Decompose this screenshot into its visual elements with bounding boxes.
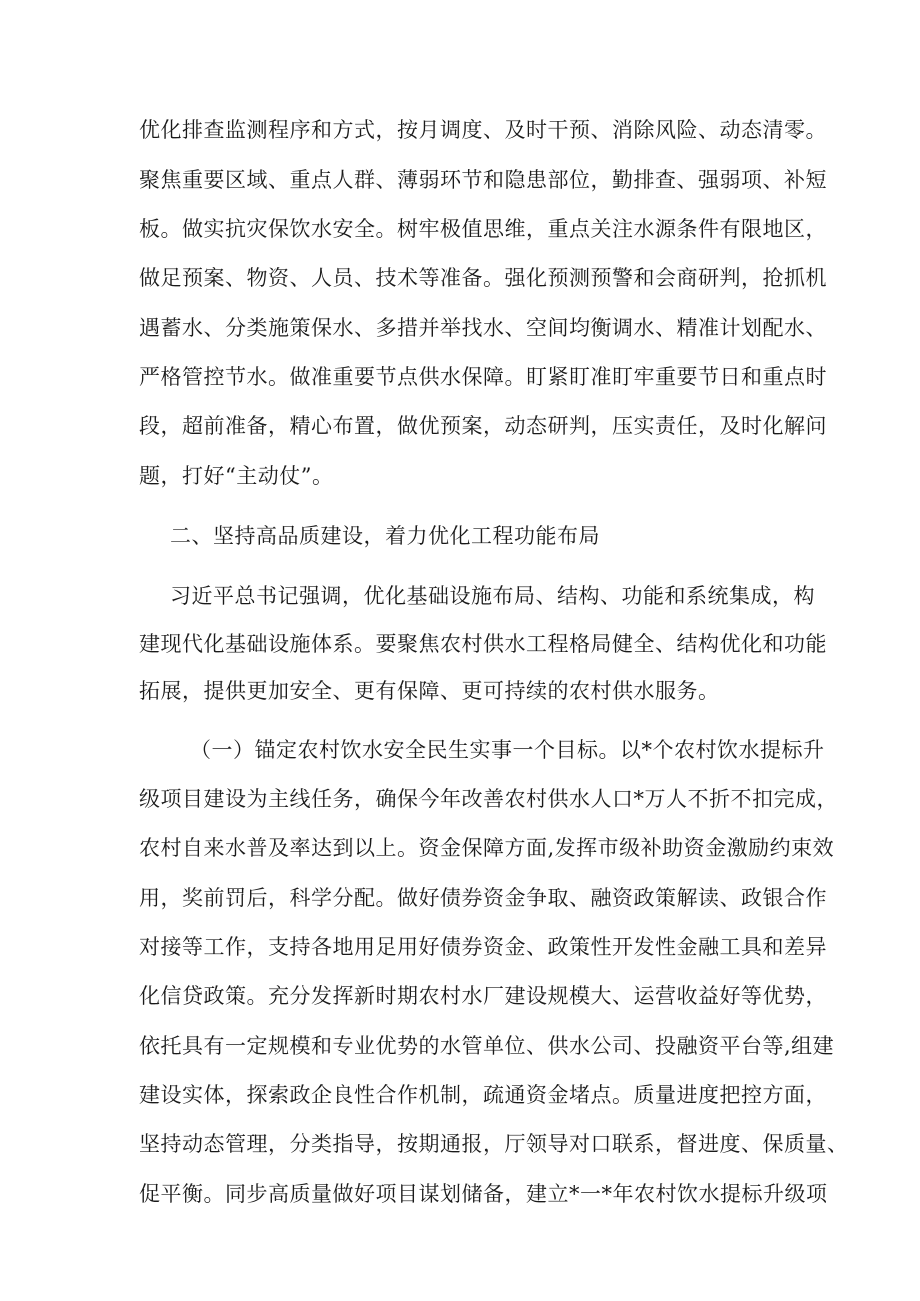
paragraph-line: 严格管控节水。做准重要节点供水保障。盯紧盯准盯牢重要节日和重点时 bbox=[139, 365, 827, 389]
paragraph-line: 化信贷政策。充分发挥新时期农村水厂建设规模大、运营收益好等优势， bbox=[139, 984, 827, 1008]
paragraph-line: 促平衡。同步高质量做好项目谋划储备，建立*一*年农村饮水提标升级项 bbox=[139, 1182, 828, 1206]
paragraph-line: 遇蓄水、分类施策保水、多措并举找水、空间均衡调水、精准计划配水、 bbox=[139, 316, 827, 340]
paragraph-line: 习近平总书记强调，优化基础设施布局、结构、功能和系统集成，构 bbox=[170, 584, 815, 608]
paragraph-line: （一）锚定农村饮水安全民生实事一个目标。以*个农村饮水提标升 bbox=[190, 738, 825, 762]
paragraph-line: 农村自来水普及率达到以上。资金保障方面,发挥市级补助资金激励约束效 bbox=[139, 836, 835, 860]
paragraph-line: 依托具有一定规模和专业优势的水管单位、供水公司、投融资平台等,组建 bbox=[139, 1034, 835, 1058]
paragraph-line: 用，奖前罚后，科学分配。做好债券资金争取、融资政策解读、政银合作 bbox=[139, 886, 827, 910]
paragraph-line: 段，超前准备，精心布置，做优预案，动态研判，压实责任，及时化解问 bbox=[139, 414, 827, 438]
paragraph-line: 板。做实抗灾保饮水安全。树牢极值思维，重点关注水源条件有限地区， bbox=[139, 217, 827, 241]
paragraph-line: 拓展，提供更加安全、更有保障、更可持续的农村供水服务。 bbox=[139, 679, 720, 703]
paragraph-line: 坚持动态管理，分类指导，按期通报，厅领导对口联系，督进度、保质量、 bbox=[139, 1132, 849, 1156]
paragraph-line: 聚焦重要区域、重点人群、薄弱环节和隐患部位，勤排查、强弱项、补短 bbox=[139, 168, 827, 192]
paragraph-line: 对接等工作，支持各地用足用好债券资金、政策性开发性金融工具和差异 bbox=[139, 935, 827, 959]
paragraph-line: 建现代化基础设施体系。要聚焦农村供水工程格局健全、结构优化和功能 bbox=[139, 632, 827, 656]
paragraph-line: 级项目建设为主线任务，确保今年改善农村供水人口*万人不折不扣完成， bbox=[139, 787, 838, 811]
section-heading: 二、坚持高品质建设，着力优化工程功能布局 bbox=[170, 524, 600, 548]
paragraph-line: 优化排查监测程序和方式，按月调度、及时干预、消除风险、动态清零。 bbox=[139, 118, 827, 142]
paragraph-line: 建设实体，探索政企良性合作机制，疏通资金堵点。质量进度把控方面， bbox=[139, 1083, 827, 1107]
paragraph-line: 做足预案、物资、人员、技术等准备。强化预测预警和会商研判，抢抓机 bbox=[139, 266, 827, 290]
paragraph-line: 题，打好“主动仗”。 bbox=[139, 464, 334, 488]
